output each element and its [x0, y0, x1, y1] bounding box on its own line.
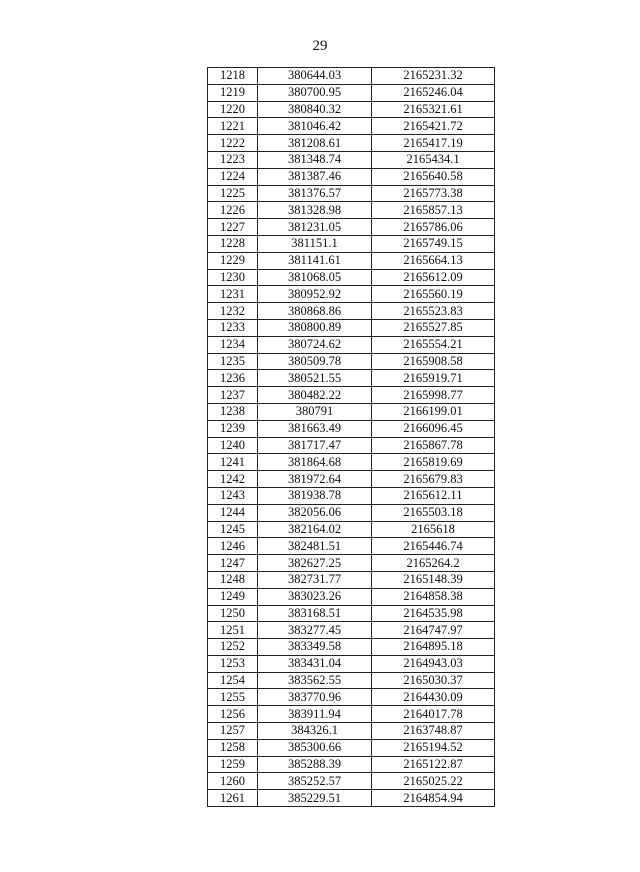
point-number-cell: 1246 — [208, 538, 258, 555]
y-coordinate-cell: 2165446.74 — [372, 538, 495, 555]
table-row — [208, 420, 495, 437]
x-coordinate-cell: 381938.78 — [258, 487, 372, 504]
point-number-cell: 1236 — [208, 370, 258, 387]
x-coordinate-cell: 381387.46 — [258, 168, 372, 185]
x-coordinate-cell: 381141.61 — [258, 252, 372, 269]
table-row — [208, 639, 495, 656]
point-number-cell: 1242 — [208, 471, 258, 488]
table-row — [208, 706, 495, 723]
y-coordinate-cell: 2165749.15 — [372, 235, 495, 252]
point-number-cell: 1244 — [208, 504, 258, 521]
x-coordinate-cell: 381231.05 — [258, 219, 372, 236]
y-coordinate-cell: 2165025.22 — [372, 773, 495, 790]
point-number-cell: 1231 — [208, 286, 258, 303]
table-row — [208, 168, 495, 185]
y-coordinate-cell: 2164854.94 — [372, 790, 495, 807]
point-number-cell: 1238 — [208, 403, 258, 420]
x-coordinate-cell: 380521.55 — [258, 370, 372, 387]
table-row — [208, 336, 495, 353]
x-coordinate-cell: 380724.62 — [258, 336, 372, 353]
x-coordinate-cell: 383349.58 — [258, 639, 372, 656]
table-row — [208, 571, 495, 588]
point-number-cell: 1220 — [208, 101, 258, 118]
table-row — [208, 437, 495, 454]
y-coordinate-cell: 2165417.19 — [372, 135, 495, 152]
x-coordinate-cell: 383023.26 — [258, 588, 372, 605]
y-coordinate-cell: 2165503.18 — [372, 504, 495, 521]
y-coordinate-cell: 2165857.13 — [372, 202, 495, 219]
coordinates-table — [207, 67, 495, 807]
x-coordinate-cell: 381717.47 — [258, 437, 372, 454]
table-row — [208, 689, 495, 706]
y-coordinate-cell: 2165122.87 — [372, 756, 495, 773]
y-coordinate-cell: 2164943.03 — [372, 655, 495, 672]
x-coordinate-cell: 382164.02 — [258, 521, 372, 538]
y-coordinate-cell: 2165786.06 — [372, 219, 495, 236]
point-number-cell: 1240 — [208, 437, 258, 454]
table-row — [208, 68, 495, 85]
x-coordinate-cell: 382481.51 — [258, 538, 372, 555]
point-number-cell: 1235 — [208, 353, 258, 370]
point-number-cell: 1232 — [208, 303, 258, 320]
y-coordinate-cell: 2164895.18 — [372, 639, 495, 656]
table-row — [208, 202, 495, 219]
x-coordinate-cell: 385300.66 — [258, 739, 372, 756]
x-coordinate-cell: 383562.55 — [258, 672, 372, 689]
point-number-cell: 1257 — [208, 723, 258, 740]
x-coordinate-cell: 381972.64 — [258, 471, 372, 488]
x-coordinate-cell: 385252.57 — [258, 773, 372, 790]
table-row — [208, 269, 495, 286]
x-coordinate-cell: 381376.57 — [258, 185, 372, 202]
table-row — [208, 219, 495, 236]
point-number-cell: 1218 — [208, 68, 258, 85]
point-number-cell: 1234 — [208, 336, 258, 353]
x-coordinate-cell: 381151.1 — [258, 235, 372, 252]
table-row — [208, 487, 495, 504]
y-coordinate-cell: 2164017.78 — [372, 706, 495, 723]
point-number-cell: 1227 — [208, 219, 258, 236]
x-coordinate-cell: 380840.32 — [258, 101, 372, 118]
x-coordinate-cell: 380868.86 — [258, 303, 372, 320]
x-coordinate-cell: 385229.51 — [258, 790, 372, 807]
y-coordinate-cell: 2165321.61 — [372, 101, 495, 118]
y-coordinate-cell: 2165612.11 — [372, 487, 495, 504]
x-coordinate-cell: 380509.78 — [258, 353, 372, 370]
point-number-cell: 1223 — [208, 151, 258, 168]
point-number-cell: 1230 — [208, 269, 258, 286]
x-coordinate-cell: 380800.89 — [258, 319, 372, 336]
point-number-cell: 1247 — [208, 555, 258, 572]
table-row — [208, 303, 495, 320]
y-coordinate-cell: 2166199.01 — [372, 403, 495, 420]
point-number-cell: 1221 — [208, 118, 258, 135]
y-coordinate-cell: 2165148.39 — [372, 571, 495, 588]
table-row — [208, 521, 495, 538]
y-coordinate-cell: 2164535.98 — [372, 605, 495, 622]
table-row — [208, 622, 495, 639]
x-coordinate-cell: 381348.74 — [258, 151, 372, 168]
table-row — [208, 370, 495, 387]
y-coordinate-cell: 2165819.69 — [372, 454, 495, 471]
x-coordinate-cell: 383168.51 — [258, 605, 372, 622]
point-number-cell: 1261 — [208, 790, 258, 807]
table-row — [208, 538, 495, 555]
y-coordinate-cell: 2165664.13 — [372, 252, 495, 269]
x-coordinate-cell: 380482.22 — [258, 387, 372, 404]
y-coordinate-cell: 2165554.21 — [372, 336, 495, 353]
x-coordinate-cell: 381046.42 — [258, 118, 372, 135]
table-row — [208, 739, 495, 756]
point-number-cell: 1224 — [208, 168, 258, 185]
table-row — [208, 387, 495, 404]
point-number-cell: 1245 — [208, 521, 258, 538]
x-coordinate-cell: 383431.04 — [258, 655, 372, 672]
point-number-cell: 1226 — [208, 202, 258, 219]
y-coordinate-cell: 2164747.97 — [372, 622, 495, 639]
point-number-cell: 1258 — [208, 739, 258, 756]
table-row — [208, 403, 495, 420]
point-number-cell: 1228 — [208, 235, 258, 252]
point-number-cell: 1237 — [208, 387, 258, 404]
x-coordinate-cell: 380791 — [258, 403, 372, 420]
point-number-cell: 1255 — [208, 689, 258, 706]
table-row — [208, 504, 495, 521]
x-coordinate-cell: 382627.25 — [258, 555, 372, 572]
y-coordinate-cell: 2165867.78 — [372, 437, 495, 454]
y-coordinate-cell: 2165030.37 — [372, 672, 495, 689]
table-row — [208, 555, 495, 572]
x-coordinate-cell: 383770.96 — [258, 689, 372, 706]
table-row — [208, 471, 495, 488]
table-row — [208, 790, 495, 807]
table-row — [208, 756, 495, 773]
table-row — [208, 185, 495, 202]
x-coordinate-cell: 385288.39 — [258, 756, 372, 773]
y-coordinate-cell: 2165908.58 — [372, 353, 495, 370]
point-number-cell: 1248 — [208, 571, 258, 588]
table-row — [208, 84, 495, 101]
y-coordinate-cell: 2165264.2 — [372, 555, 495, 572]
point-number-cell: 1249 — [208, 588, 258, 605]
x-coordinate-cell: 380644.03 — [258, 68, 372, 85]
table-row — [208, 454, 495, 471]
x-coordinate-cell: 380700.95 — [258, 84, 372, 101]
point-number-cell: 1233 — [208, 319, 258, 336]
x-coordinate-cell: 381663.49 — [258, 420, 372, 437]
y-coordinate-cell: 2165998.77 — [372, 387, 495, 404]
y-coordinate-cell: 2165527.85 — [372, 319, 495, 336]
table-row — [208, 353, 495, 370]
table-row — [208, 605, 495, 622]
point-number-cell: 1256 — [208, 706, 258, 723]
x-coordinate-cell: 382056.06 — [258, 504, 372, 521]
y-coordinate-cell: 2164430.09 — [372, 689, 495, 706]
x-coordinate-cell: 381328.98 — [258, 202, 372, 219]
point-number-cell: 1251 — [208, 622, 258, 639]
y-coordinate-cell: 2166096.45 — [372, 420, 495, 437]
point-number-cell: 1225 — [208, 185, 258, 202]
table-row — [208, 286, 495, 303]
point-number-cell: 1243 — [208, 487, 258, 504]
x-coordinate-cell: 383277.45 — [258, 622, 372, 639]
y-coordinate-cell: 2163748.87 — [372, 723, 495, 740]
y-coordinate-cell: 2165618 — [372, 521, 495, 538]
y-coordinate-cell: 2165773.38 — [372, 185, 495, 202]
y-coordinate-cell: 2165560.19 — [372, 286, 495, 303]
table-row — [208, 588, 495, 605]
y-coordinate-cell: 2165679.83 — [372, 471, 495, 488]
y-coordinate-cell: 2165246.04 — [372, 84, 495, 101]
point-number-cell: 1241 — [208, 454, 258, 471]
x-coordinate-cell: 381208.61 — [258, 135, 372, 152]
point-number-cell: 1252 — [208, 639, 258, 656]
y-coordinate-cell: 2165640.58 — [372, 168, 495, 185]
table-row — [208, 135, 495, 152]
table-row — [208, 235, 495, 252]
x-coordinate-cell: 384326.1 — [258, 723, 372, 740]
point-number-cell: 1253 — [208, 655, 258, 672]
table-row — [208, 319, 495, 336]
x-coordinate-cell: 383911.94 — [258, 706, 372, 723]
y-coordinate-cell: 2164858.38 — [372, 588, 495, 605]
y-coordinate-cell: 2165919.71 — [372, 370, 495, 387]
y-coordinate-cell: 2165612.09 — [372, 269, 495, 286]
page-number: 29 — [312, 38, 328, 54]
table-row — [208, 672, 495, 689]
table-row — [208, 151, 495, 168]
point-number-cell: 1254 — [208, 672, 258, 689]
y-coordinate-cell: 2165523.83 — [372, 303, 495, 320]
x-coordinate-cell: 382731.77 — [258, 571, 372, 588]
table-row — [208, 773, 495, 790]
table-row — [208, 101, 495, 118]
point-number-cell: 1260 — [208, 773, 258, 790]
coordinates-table-body — [208, 68, 495, 807]
y-coordinate-cell: 2165421.72 — [372, 118, 495, 135]
table-row — [208, 723, 495, 740]
point-number-cell: 1239 — [208, 420, 258, 437]
x-coordinate-cell: 381068.05 — [258, 269, 372, 286]
point-number-cell: 1219 — [208, 84, 258, 101]
x-coordinate-cell: 380952.92 — [258, 286, 372, 303]
y-coordinate-cell: 2165434.1 — [372, 151, 495, 168]
point-number-cell: 1259 — [208, 756, 258, 773]
point-number-cell: 1222 — [208, 135, 258, 152]
y-coordinate-cell: 2165231.32 — [372, 68, 495, 85]
x-coordinate-cell: 381864.68 — [258, 454, 372, 471]
point-number-cell: 1229 — [208, 252, 258, 269]
point-number-cell: 1250 — [208, 605, 258, 622]
table-row — [208, 118, 495, 135]
table-row — [208, 655, 495, 672]
y-coordinate-cell: 2165194.52 — [372, 739, 495, 756]
table-row — [208, 252, 495, 269]
